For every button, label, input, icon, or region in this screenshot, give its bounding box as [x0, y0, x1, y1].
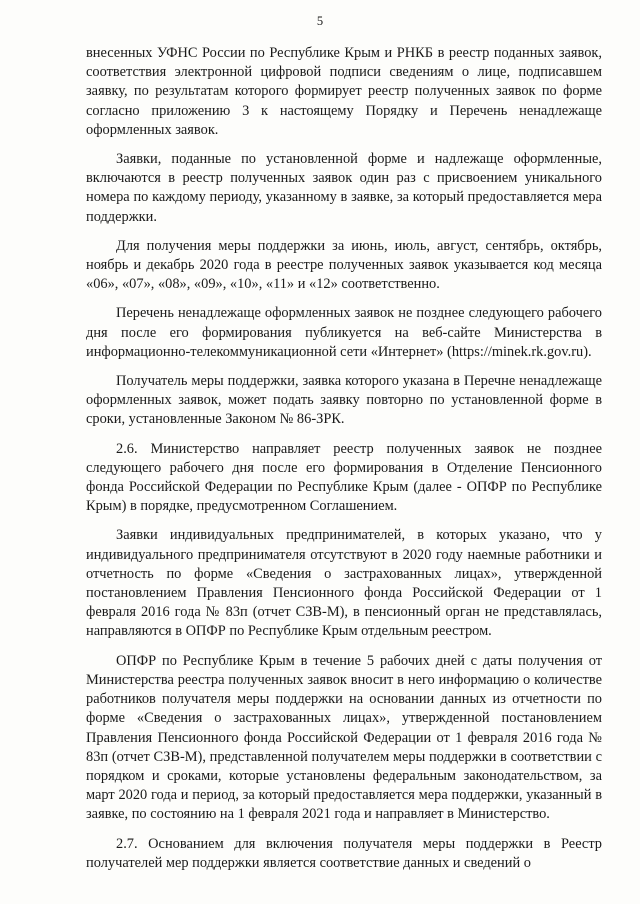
paragraph-month-codes: Для получения меры поддержки за июнь, июль, август, сентябрь, октябрь, ноябрь и декабрь 2020 года в реестре полученных заявок указывается код месяца «06», «07», «08», «09», «10», «11» и «12» соответственно.: [86, 237, 602, 293]
paragraph-opfr-processing: ОПФР по Республике Крым в течение 5 рабочих дней с даты получения от Министерства реестра полученных заявок вносит в него информацию о количестве работников получателя меры поддержки на основании данных из отчетности по форме «Сведения о застрахованных лицах», утвержденной постановлением Правления Пенсионного фонда Российской Федерации от 1 февраля 2016 года № 83п (отчет СЗВ-М), представленной получателем меры поддержки в соответствии с порядком и сроками, которые установлены федеральным законодательством, за март 2020 года и период, за который предоставляется мера поддержки, указанный в заявке, по состоянию на 1 февраля 2021 года и направляет в Министерство.: [86, 652, 602, 823]
paragraph-clause-2-6: 2.6. Министерство направляет реестр полученных заявок не позднее следующего рабочего дня после его формирования в Отделение Пенсионного фонда Российской Федерации по Республике Крым (далее - ОПФР по Республике Крым) в порядке, предусмотренном Соглашением.: [86, 440, 602, 515]
paragraph-clause-2-7: 2.7. Основанием для включения получателя меры поддержки в Реестр получателей мер поддержки является соответствие данных и сведений о: [86, 835, 602, 871]
paragraph-improper-list-publication: Перечень ненадлежаще оформленных заявок не позднее следующего рабочего дня после его формирования публикуется на веб-сайте Министерства в информационно-телекоммуникационной сети «Интернет» (https://minek.rk.gov.ru).: [86, 305, 602, 360]
paragraph-continuation: внесенных УФНС России по Республике Крым и РНКБ в реестр поданных заявок, соответствия электронной цифровой подписи сведениям о лице, подписавшем заявку, по результатам которого формирует реестр полученных заявок по форме согласно приложению 3 к настоящему Порядку и Перечень ненадлежаще оформленных заявок.: [86, 45, 602, 138]
paragraph-resubmission: Получатель меры поддержки, заявка которого указана в Перечне ненадлежаще оформленных заявок, может подать заявку повторно по установленной форме в сроки, установленные Законом № 86-ЗРК.: [86, 373, 602, 428]
page-number: 5: [316, 14, 324, 28]
paragraph-applications-included: Заявки, поданные по установленной форме и надлежаще оформленные, включаются в реестр полученных заявок один раз с присвоением уникального номера по каждому периоду, указанному в заявке, за который предоставляется мера поддержки.: [86, 151, 602, 225]
document-body: [86, 44, 602, 883]
paragraph-individual-entrepreneurs: Заявки индивидуальных предпринимателей, в которых указано, что у индивидуального предпринимателя отсутствуют в 2020 году наемные работники и отчетность по форме «Сведения о застрахованных лицах», утвержденной постановлением Правления Пенсионного фонда Российской Федерации от 1 февраля 2016 года № 83п (отчет СЗВ-М), в пенсионный орган не представлялась, направляются в ОПФР по Республике Крым отдельным реестром.: [86, 527, 602, 640]
